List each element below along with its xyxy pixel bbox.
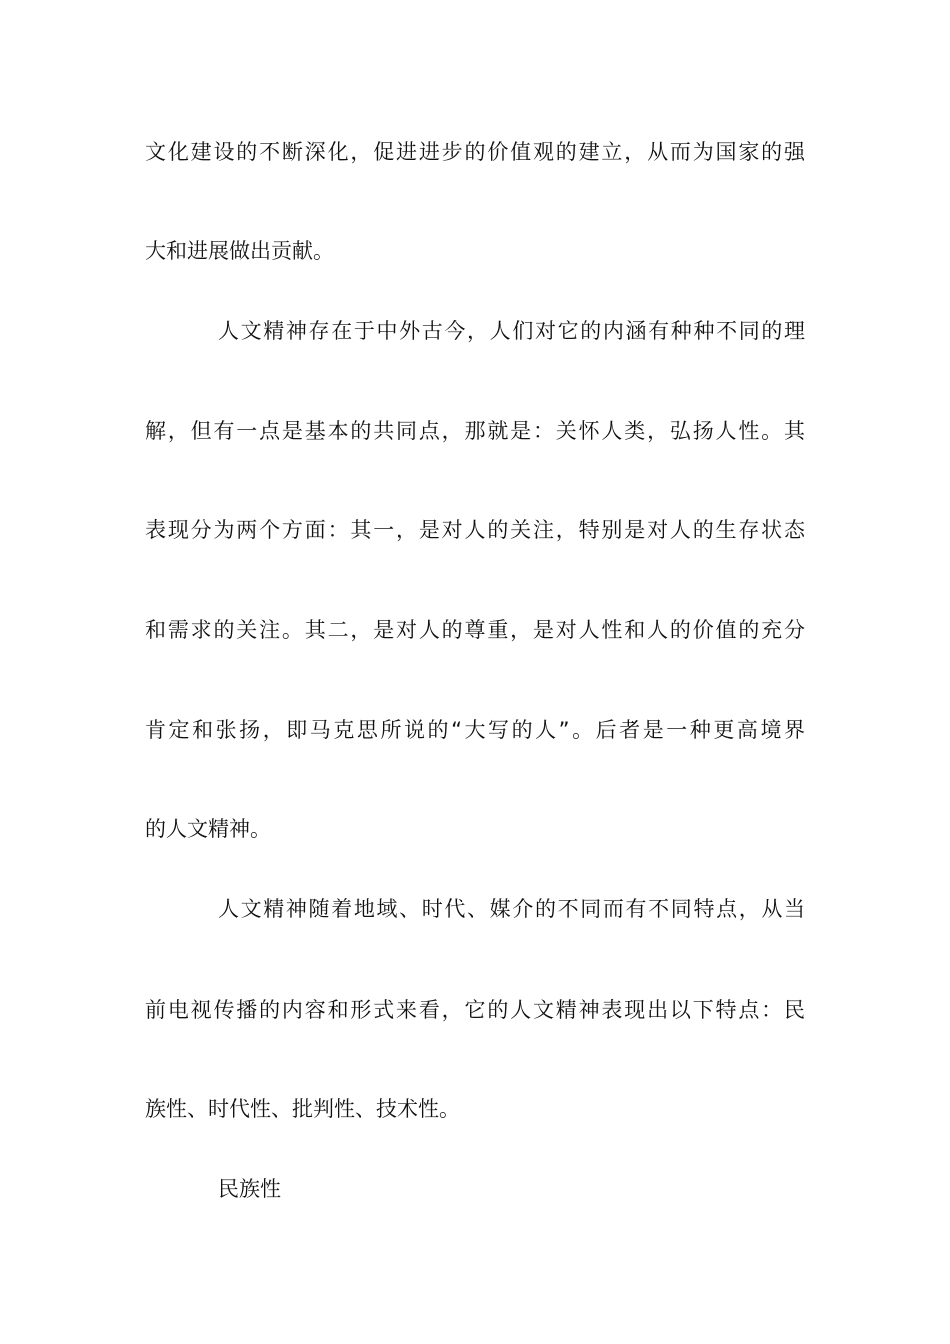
paragraph-3-line-1: 人文精神随着地域、时代、媒介的不同而有不同特点，从当 (218, 897, 805, 921)
section-heading: 民族性 (218, 1177, 281, 1201)
paragraph-2-line-5: 肯定和张扬，即马克思所说的“大写的人”。后者是一种更高境界 (145, 718, 805, 742)
paragraph-2-line-4: 和需求的关注。其二，是对人的尊重，是对人性和人的价值的充分 (145, 618, 805, 642)
paragraph-1-line-1: 文化建设的不断深化，促进进步的价值观的建立，从而为国家的强 (145, 140, 805, 164)
paragraph-2-line-3: 表现分为两个方面：其一，是对人的关注，特别是对人的生存状态 (145, 518, 805, 542)
paragraph-3-line-3: 族性、时代性、批判性、技术性。 (145, 1097, 460, 1121)
paragraph-3-line-2: 前电视传播的内容和形式来看，它的人文精神表现出以下特点：民 (145, 998, 805, 1022)
paragraph-2-line-1: 人文精神存在于中外古今，人们对它的内涵有种种不同的理 (218, 319, 805, 343)
paragraph-1-line-2: 大和进展做出贡献。 (145, 239, 334, 263)
paragraph-2-line-6: 的人文精神。 (145, 817, 271, 841)
paragraph-2-line-2: 解，但有一点是基本的共同点，那就是：关怀人类，弘扬人性。其 (145, 419, 805, 443)
